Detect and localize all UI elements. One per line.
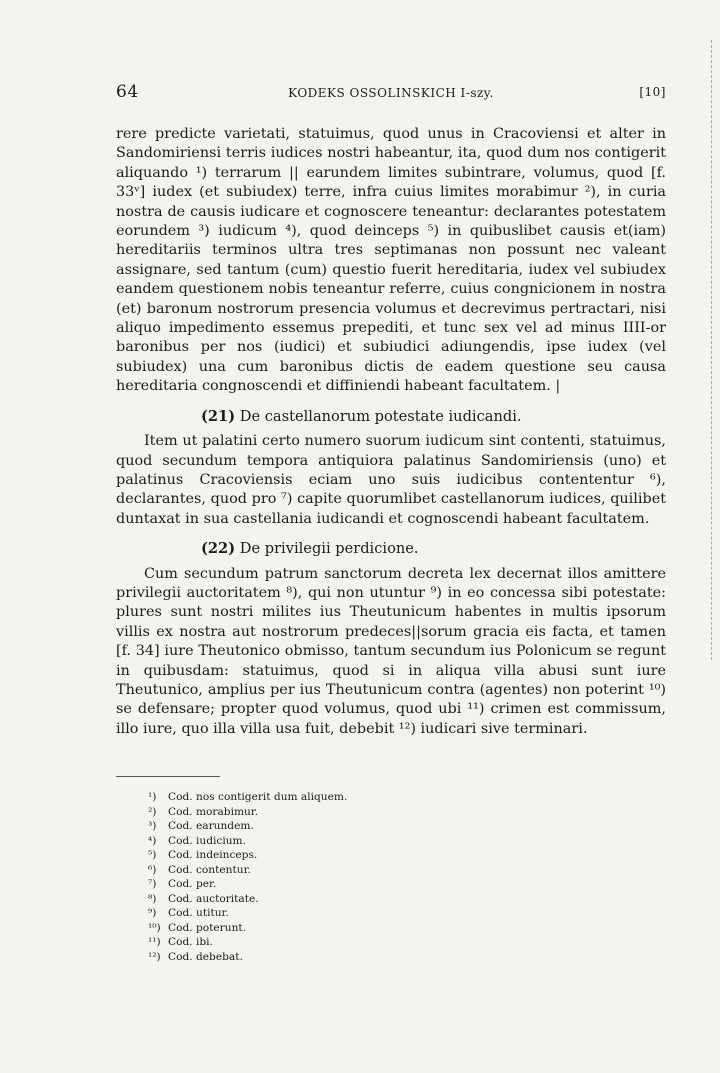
footnote-mark: ³) [148,820,157,832]
section-21-text: Item ut palatini certo numero suorum iudicum sint contenti, statuimus, quod secundum tempora antiquiora palatinus Sandomiriensis (uno) et palatinus Cracoviensis eciam uno suis iudicibus contententur ⁶), declarantes, quod pro ⁷) capite quorumlibet castellanorum iudices, quilibet duntaxat in sua castellania iudicandi et cognoscendi habeant facultatem. [116,433,666,527]
footnote-mark: ²) [148,805,157,818]
footnote [148,863,548,878]
footnote [148,819,548,834]
page-edge-shadow [711,40,720,660]
running-title: KODEKS OSSOLINSKICH I-szy. [288,86,494,100]
footnote [148,892,548,907]
section-22-title: De privilegii perdicione. [239,540,419,558]
footnote-text: Cod. ibi. [168,936,213,948]
footnote-mark: ⁶) [148,863,157,876]
footnote [148,950,548,965]
footnote [148,848,548,863]
section-21-number: (21) [201,407,236,425]
footnote-mark: ⁹) [148,907,157,919]
footnote-text: Cod. nos contigerit dum aliquem. [168,791,348,803]
footnote-text: Cod. per. [168,878,217,890]
footnote-text: Cod. earundem. [168,820,254,832]
footnote-text: Cod. indeinceps. [168,849,258,861]
footnotes [148,790,548,964]
footnote-text: Cod. poterunt. [168,921,247,934]
page-header [116,82,666,106]
footnote-mark: ⁷) [148,878,157,890]
section-22-number: (22) [201,540,236,558]
footnote [148,921,548,936]
footnote [148,906,548,921]
footnote [148,834,548,849]
paragraph-continued: rere predicte varietati, statuimus, quod unus in Cracoviensi et alter in Sandomiriensi terris iudices nostri habeantur, ita, quod dum nos contigerit aliquando ¹) terrarum || earundem limites subintrare, volumus, quod [f. 33ᵛ] iudex (et subiudex) terre, infra cuius limites morabimur ²), in curia nostra de causis iudicare et cognoscere teneantur: declarantes potestatem eorundem ³) iudicum ⁴), quod deinceps ⁵) in quibuslibet causis et(iam) hereditariis terminos ultra tres septimanas non possunt nec valeant assignare, sed tantum (cum) questio fuerit hereditaria, iudex vel subiudex eandem questionem nobis teneantur referre, cuius congnicionem in nostra (et) baronum nostrorum presencia volumus et decrevimus pertractari, nisi aliquo impedimento essemus prepediti, et tunc sex vel ad minus IIII-or baronibus per nos (iudici) et subiudici adiungendis, ipse iudex (vel subiudex) una cum baronibus dictis de eadem questione seu causa hereditaria congnoscendi et diffiniendi habeant facultatem. | [116,126,666,395]
footnote-mark: ⁵) [148,849,157,861]
footnote-mark: ¹⁰) [148,921,161,934]
footnote-mark: ⁸) [148,892,157,905]
footnote [148,935,548,950]
footnote-mark: ⁴) [148,834,157,847]
footnote-text: Cod. contentur. [168,863,251,876]
section-number: [10] [639,85,666,99]
footnote-text: Cod. utitur. [168,907,229,919]
footnote [148,805,548,820]
footnote-mark: ¹) [148,791,157,803]
section-21-title: De castellanorum potestate iudicandi. [239,407,522,425]
footnote [148,877,548,892]
section-22-heading [201,539,666,558]
footnote [148,790,548,805]
footnote-text: Cod. morabimur. [168,805,259,818]
footnote-divider [116,776,220,777]
footnote-text: Cod. debebat. [168,950,243,963]
footnote-text: Cod. auctoritate. [168,892,259,905]
footnote-mark: ¹²) [148,950,161,963]
footnote-mark: ¹¹) [148,936,161,948]
section-21-heading [201,407,666,426]
footnote-text: Cod. iudicium. [168,834,246,847]
main-text [116,125,666,739]
page-number: 64 [116,82,139,102]
section-22-text: Cum secundum patrum sanctorum decreta lex decernat illos amittere privilegii auctoritatem ⁸), qui non utuntur ⁹) in eo concessa sibi potestate: plures sunt nostri milites ius Theutunicum habentes in multis ipsorum villis ex nostra aut nostrorum predeces||sorum gracia eis facta, et tamen [f. 34] iure Theutonico obmisso, tantum secundum ius Polonicum se regunt in quibusdam: statuimus, quod si in aliqua villa abusi sunt iure Theutunico, amplius per ius Theutunicum contra (agentes) non poterint ¹⁰) se defensare; propter quod volumus, quod ubi ¹¹) crimen est commissum, illo iure, quo illa villa usa fuit, debebit ¹²) iudicari sive terminari. [116,565,666,737]
